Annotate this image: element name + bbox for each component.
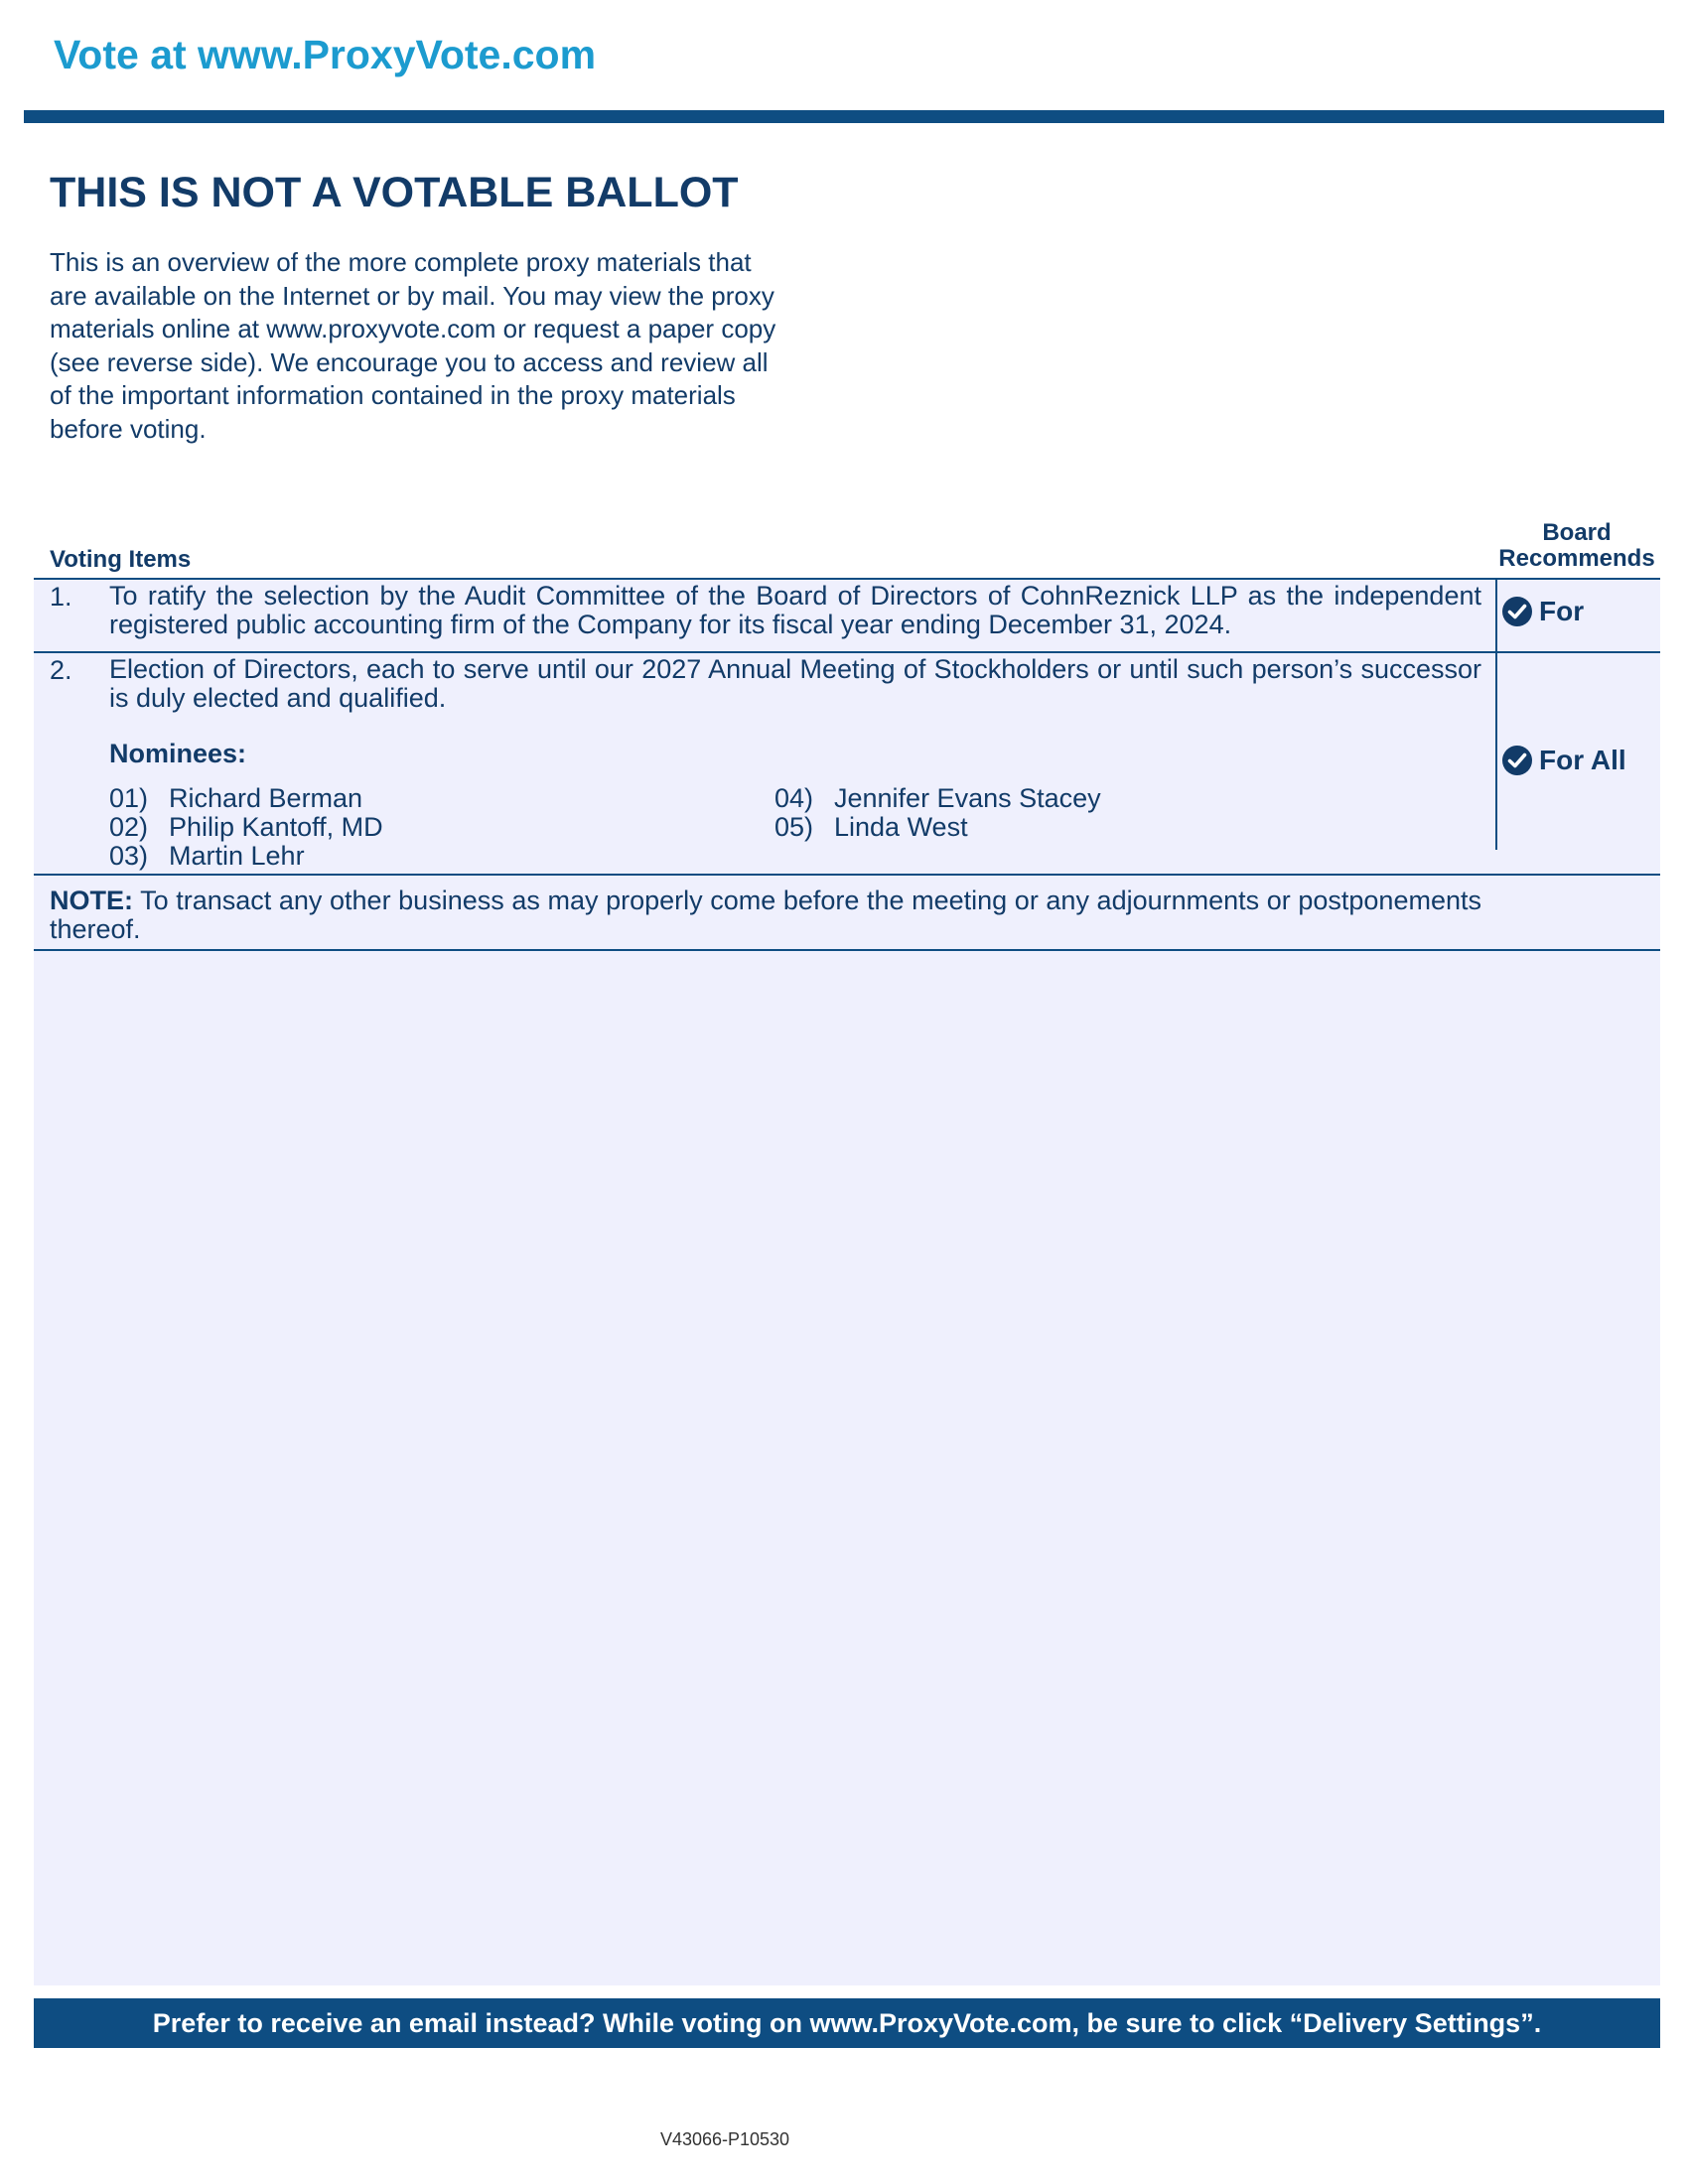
recommendation-label: For [1539, 596, 1585, 626]
voting-items-header: Voting Items [50, 546, 192, 573]
note-text: To transact any other business as may properly come before the meeting or any adjournments or postponements thereof. [50, 886, 1481, 944]
intro-line: materials online at www.proxyvote.com or request a paper copy [50, 314, 776, 343]
intro-line: (see reverse side). We encourage you to access and review all [50, 346, 769, 377]
document-code: V43066-P10530 [659, 2129, 790, 2149]
nominee-number: 04) [774, 783, 814, 813]
nominee-number: 01) [109, 783, 149, 813]
note-paragraph [50, 887, 1481, 944]
item-2-number: 2. [50, 655, 72, 685]
board-header-line: Recommends [1498, 545, 1655, 572]
delivery-settings-banner [34, 1998, 1660, 2048]
check-circle-icon [1501, 596, 1533, 627]
intro-line: of the important information contained in the proxy materials [50, 380, 736, 410]
item-2-recommendation [1501, 745, 1626, 776]
intro-line: This is an overview of the more complete proxy materials that [50, 247, 752, 277]
board-recommends-header [1493, 520, 1660, 572]
item-1-text: To ratify the selection by the Audit Committee of the Board of Directors of CohnReznick LLP as the independent registered public accounting firm of the Company for its fiscal year ending December 31, 2024. [109, 581, 1481, 639]
row-divider [34, 651, 1660, 653]
nominees-label: Nominees: [109, 739, 247, 768]
item-1-number: 1. [50, 582, 72, 612]
nominee-number: 02) [109, 812, 149, 842]
nominee-name: Philip Kantoff, MD [169, 812, 383, 842]
board-header-line: Board [1542, 519, 1612, 546]
row-divider [34, 874, 1660, 876]
item-1-recommendation [1501, 596, 1584, 627]
recommendation-label: For All [1539, 745, 1626, 775]
note-label: NOTE: [50, 886, 133, 915]
intro-paragraph [50, 246, 824, 446]
banner-text: Prefer to receive an email instead? While voting on www.ProxyVote.com, be sure to click “Delivery Settings”. [152, 2007, 1542, 2038]
column-divider [1495, 578, 1497, 850]
nominee-name: Linda West [834, 812, 968, 842]
page-title: THIS IS NOT A VOTABLE BALLOT [50, 169, 739, 216]
nominee-name: Martin Lehr [169, 841, 305, 871]
nominee-item [109, 813, 383, 842]
table-top-rule [34, 578, 1660, 580]
intro-line: before voting. [50, 413, 207, 444]
nominee-name: Richard Berman [169, 783, 363, 813]
header-rule [24, 110, 1664, 123]
nominee-item [774, 813, 968, 842]
nominee-item [774, 784, 1101, 813]
nominee-number: 05) [774, 812, 814, 842]
item-2-text: Election of Directors, each to serve until our 2027 Annual Meeting of Stockholders or until such person’s successor is duly elected and qualified. [109, 654, 1481, 713]
nominee-name: Jennifer Evans Stacey [834, 783, 1101, 813]
nominee-item [109, 784, 362, 813]
table-bottom-rule [34, 949, 1660, 951]
nominee-item [109, 842, 305, 871]
proxyvote-link[interactable]: Vote at www.ProxyVote.com [54, 32, 597, 77]
intro-line: are available on the Internet or by mail. You may view the proxy [50, 280, 774, 311]
nominee-number: 03) [109, 841, 149, 871]
check-circle-icon [1501, 745, 1533, 776]
